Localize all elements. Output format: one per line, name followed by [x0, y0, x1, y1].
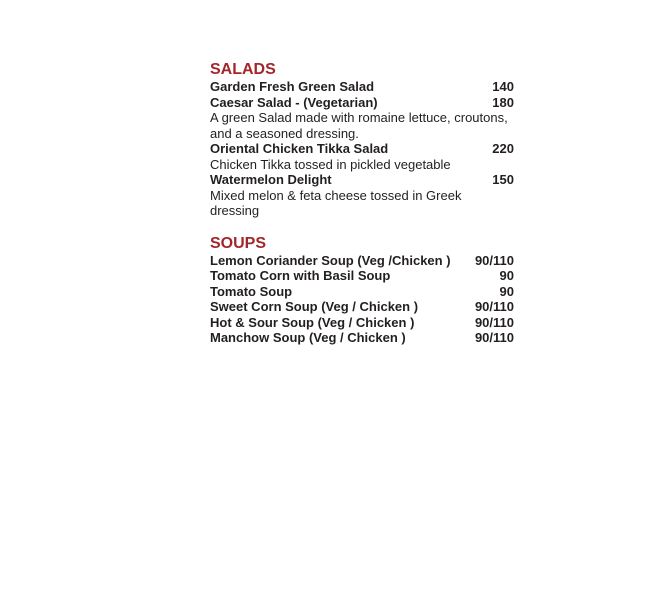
menu-item-price: 90/110	[474, 299, 514, 314]
menu-item-description: A green Salad made with romaine lettuce, croutons, and a seasoned dressing.	[210, 110, 508, 141]
salads-heading: SALADS	[210, 61, 276, 78]
menu-item-row	[210, 79, 514, 95]
menu-item-price: 220	[492, 141, 514, 156]
menu-item	[210, 79, 514, 95]
menu-item	[210, 95, 514, 142]
menu-content	[210, 60, 514, 346]
menu-item-name: Lemon Coriander Soup (Veg /Chicken )	[210, 252, 451, 268]
menu-item	[210, 284, 514, 300]
menu-item-name: Hot & Sour Soup (Veg / Chicken )	[210, 314, 415, 330]
menu-item	[210, 299, 514, 315]
menu-item-name: Watermelon Delight	[210, 172, 332, 187]
menu-item-price: 90/110	[474, 330, 514, 345]
menu-item-price: 90	[499, 283, 514, 299]
menu-item-row	[210, 141, 514, 157]
soups-heading: SOUPS	[210, 234, 267, 252]
menu-item-row	[210, 330, 514, 346]
menu-item-name: Tomato Soup	[210, 283, 293, 299]
menu-item	[210, 253, 514, 269]
menu-item-price: 90/110	[474, 314, 514, 330]
menu-item-price: 180	[492, 94, 514, 110]
menu-item-description: Mixed melon & feta cheese tossed in Greek dressing	[210, 187, 462, 218]
menu-item-description: Chicken Tikka tossed in pickled vegetable	[210, 156, 451, 172]
menu-item-name: Caesar Salad - (Vegetarian)	[210, 94, 378, 110]
menu-item-name: Tomato Corn with Basil Soup	[210, 268, 391, 283]
menu-item-row	[210, 315, 514, 331]
soups-section	[210, 234, 514, 346]
menu-item-row	[210, 299, 514, 315]
menu-item-row	[210, 95, 514, 111]
menu-item-price: 90	[499, 268, 514, 283]
menu-item-row	[210, 284, 514, 300]
menu-item	[210, 268, 514, 284]
menu-item-row	[210, 172, 514, 188]
menu-item-name: Oriental Chicken Tikka Salad	[210, 141, 389, 156]
salads-section	[210, 60, 514, 219]
menu-item-row	[210, 268, 514, 284]
menu-item-row	[210, 253, 514, 269]
menu-item-name: Garden Fresh Green Salad	[210, 79, 375, 94]
menu-item	[210, 141, 514, 172]
menu-item	[210, 315, 514, 331]
menu-item	[210, 330, 514, 346]
menu-item-price: 90/110	[474, 252, 514, 268]
menu-item-price: 150	[492, 172, 514, 187]
menu-item-price: 140	[492, 79, 514, 94]
menu-item-name: Manchow Soup (Veg / Chicken )	[210, 330, 406, 345]
menu-item-name: Sweet Corn Soup (Veg / Chicken )	[210, 299, 419, 314]
menu-item	[210, 172, 514, 219]
